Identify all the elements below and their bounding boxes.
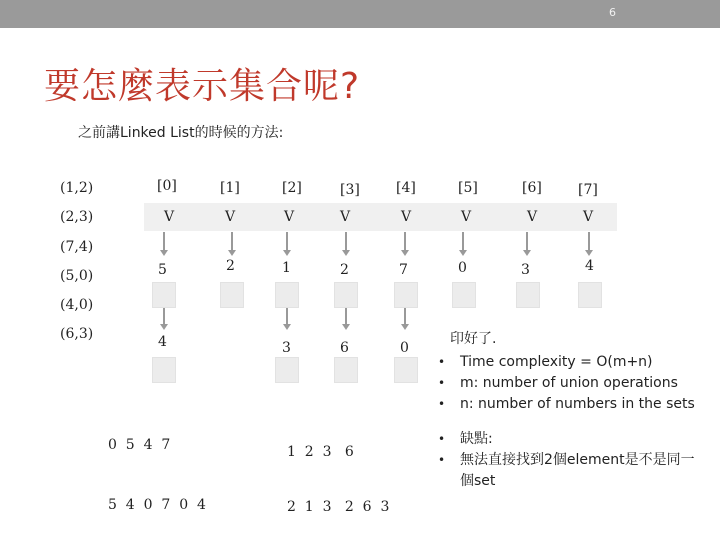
output-set-line: 5 4 0 7 0 4 [108,497,206,513]
v-marker: V [284,209,295,225]
index-label: [5] [458,180,478,196]
node-value: 3 [282,340,291,356]
index-label: [0] [157,178,177,194]
pointer-box [334,357,358,383]
node-value: 3 [521,262,530,278]
bullet-item: • m: number of union operations [438,373,708,394]
pointer-box [452,282,476,308]
bullet-item: • 無法直接找到2個element是不是同一個set [438,450,708,492]
pair-item: (1,2) [60,180,94,196]
index-label: [7] [578,182,598,198]
pointer-box [334,282,358,308]
pointer-box [152,357,176,383]
bullet-icon: • [438,376,446,390]
node-value: 5 [158,262,167,278]
printed-note: 印好了. [450,331,497,347]
output-set-line: 0 5 4 7 [108,437,171,453]
v-marker: V [164,209,175,225]
pointer-box [516,282,540,308]
page-number: 6 [609,6,616,19]
node-value: 4 [158,334,167,350]
pointer-box [394,357,418,383]
v-marker: V [583,209,594,225]
pair-item: (6,3) [60,326,94,342]
bullet-icon: • [438,453,446,467]
index-label: [1] [220,180,240,196]
node-value: 6 [340,340,349,356]
pair-item: (2,3) [60,209,94,225]
node-value: 0 [400,340,409,356]
v-marker: V [340,209,351,225]
pair-item: (7,4) [60,239,94,255]
bullet-list [438,352,708,492]
node-value: 0 [458,260,467,276]
slide-title: 要怎麼表示集合呢? [44,66,361,107]
v-marker: V [401,209,412,225]
pointer-box [578,282,602,308]
output-set-line: 1 2 3 6 [287,444,354,460]
v-marker: V [527,209,538,225]
node-value: 1 [282,260,291,276]
node-value: 7 [399,262,408,278]
pair-item: (4,0) [60,297,94,313]
spacer [438,415,708,429]
bullet-icon: • [438,355,446,369]
bullet-icon: • [438,397,446,411]
pointer-box [275,282,299,308]
header-band [144,203,617,231]
pointer-box [275,357,299,383]
bullet-item: • Time complexity = O(m+n) [438,352,708,373]
pointer-box [220,282,244,308]
index-label: [6] [522,180,542,196]
pair-item: (5,0) [60,268,94,284]
index-label: [4] [396,180,416,196]
node-value: 4 [585,258,594,274]
bullet-icon: • [438,432,446,446]
node-value: 2 [226,258,235,274]
pointer-box [152,282,176,308]
slide-subtitle: 之前講Linked List的時候的方法: [78,125,284,141]
v-marker: V [461,209,472,225]
bullet-item: • n: number of numbers in the sets [438,394,708,415]
pointer-box [394,282,418,308]
output-set-line: 2 1 3 2 6 3 [287,499,390,515]
top-bar [0,0,720,28]
bullet-item: • 缺點: [438,429,708,450]
index-label: [2] [282,180,302,196]
node-value: 2 [340,262,349,278]
v-marker: V [225,209,236,225]
index-label: [3] [340,182,360,198]
